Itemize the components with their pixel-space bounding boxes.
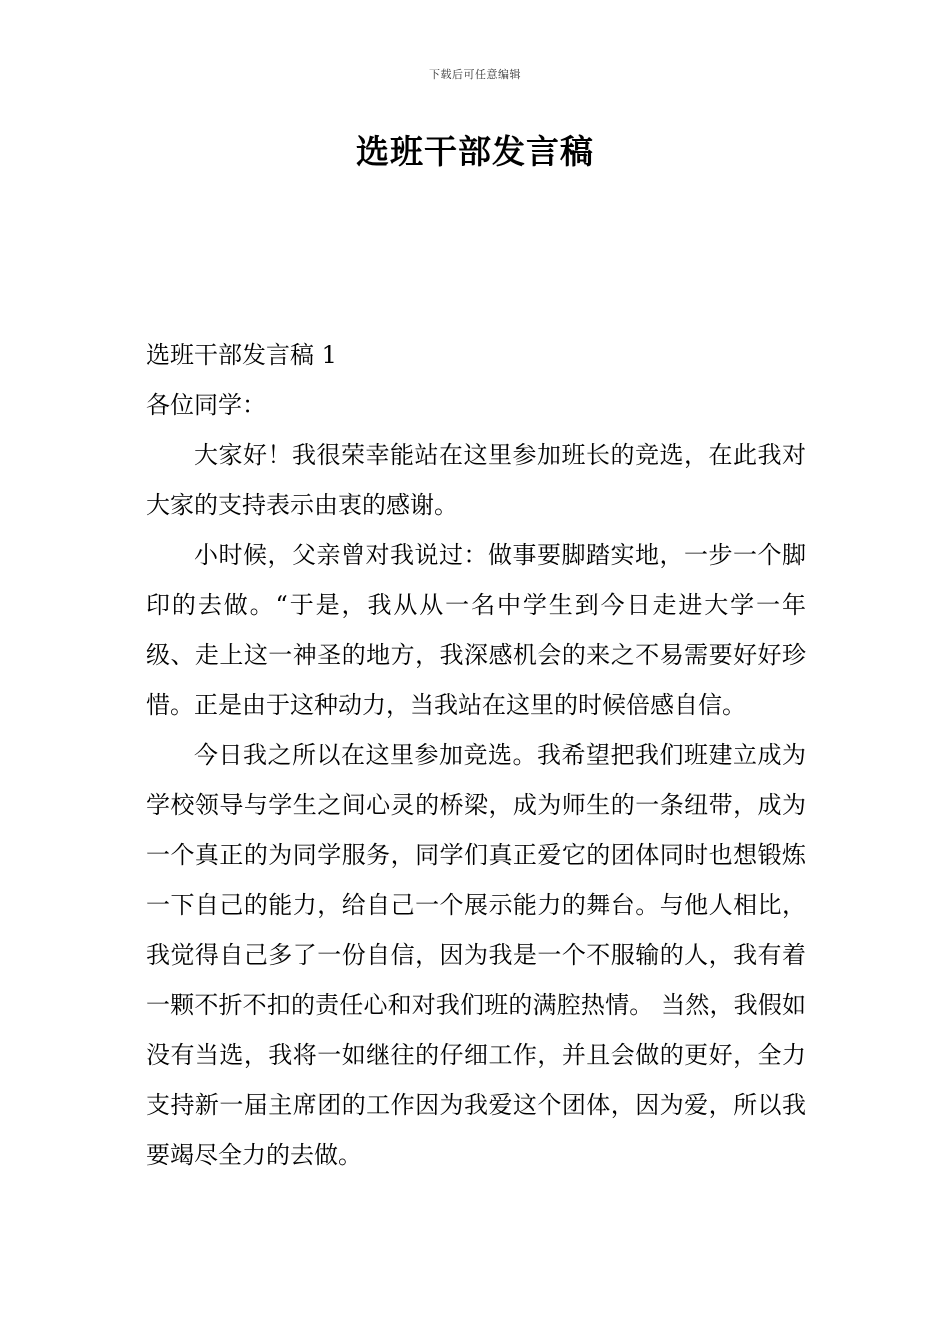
paragraph: 今日我之所以在这里参加竞选。我希望把我们班建立成为学校领导与学生之间心灵的桥梁，成为师生的一条纽带，成为一个真正的为同学服务，同学们真正爱它的团体同时也想锻炼一下自己的能力，给自己一个展示能力的舞台。与他人相比，我觉得自己多了一份自信，因为我是一个不服输的人，我有着一颗不折不扣的责任心和对我们班的满腔热情。 当然，我假如没有当选，我将一如继往的仔细工作，并且会做的更好，全力支持新一届主席团的工作因为我爱这个团体，因为爱，所以我要竭尽全力的去做。 xyxy=(146,741,806,1169)
document-title: 选班干部发言稿 xyxy=(356,132,594,171)
paragraph: 小时候，父亲曾对我说过：做事要脚踏实地，一步一个脚印的去做。“于是，我从从一名中学生到今日走进大学一年级、走上这一神圣的地方，我深感机会的来之不易需要好好珍惜。正是由于这种动力，当我站在这里的时候倍感自信。 xyxy=(146,541,806,719)
paragraph: 大家好！我很荣幸能站在这里参加班长的竞选，在此我对大家的支持表示由衷的感谢。 xyxy=(146,441,806,519)
header-note: 下载后可任意编辑 xyxy=(429,68,521,81)
section-heading: 选班干部发言稿 1 xyxy=(146,341,337,369)
greeting: 各位同学： xyxy=(146,391,266,419)
document-body xyxy=(146,330,806,1180)
